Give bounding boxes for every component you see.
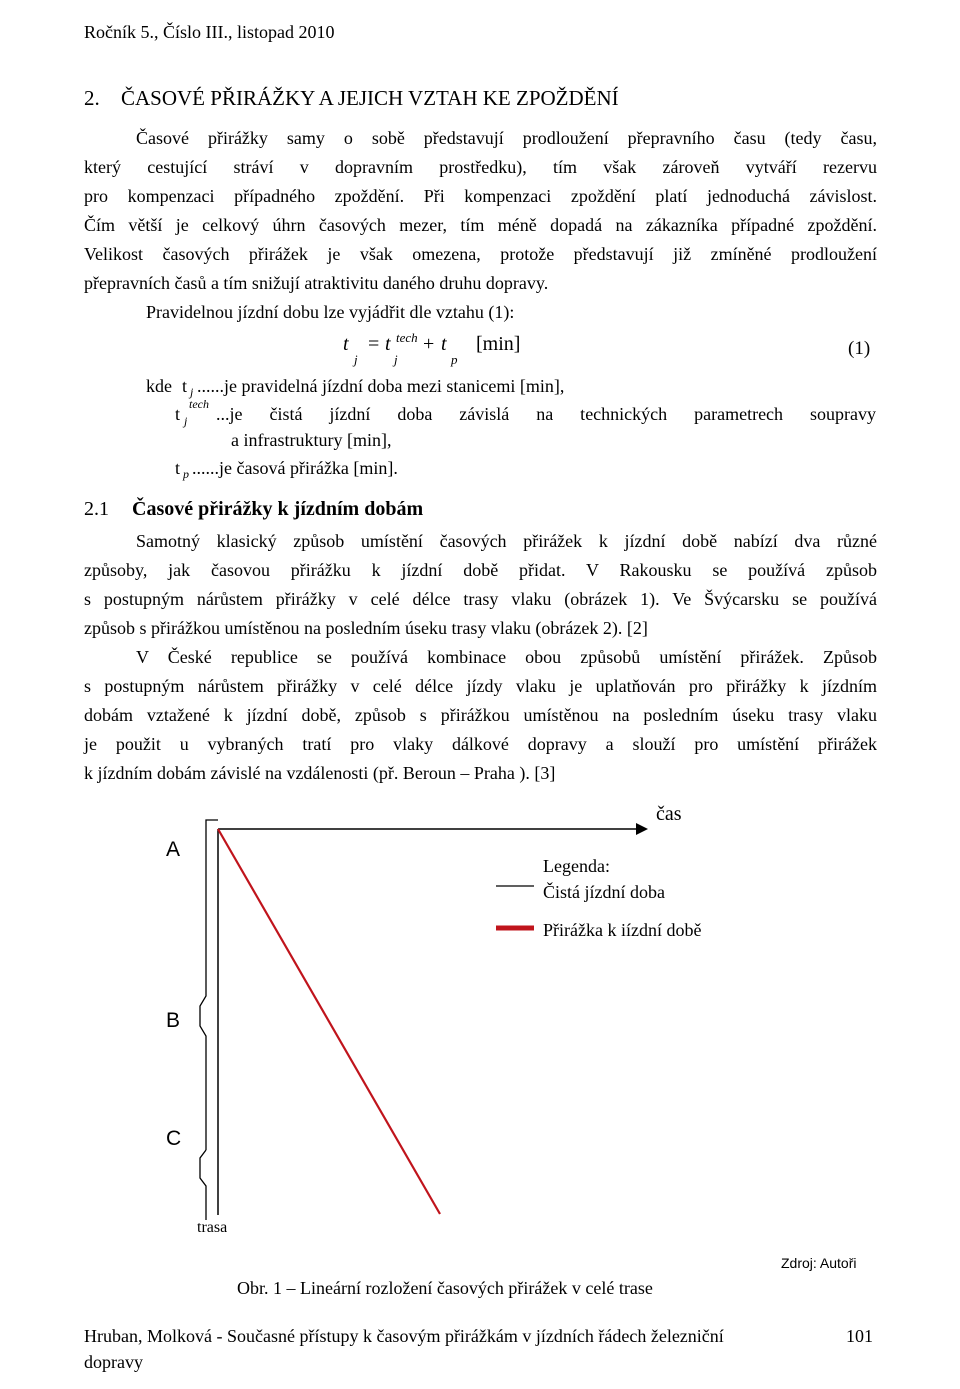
def-t-p: t [175, 458, 181, 478]
section-title: ČASOVÉ PŘIRÁŽKY A JEJICH VZTAH KE ZPOŽDĚNÍ [121, 86, 619, 110]
eq-t2: t [385, 333, 391, 355]
route-label: trasa [197, 1219, 228, 1236]
def-t: t [182, 376, 188, 396]
eq-t3: t [441, 333, 447, 355]
body-line: způsoby, jak časovou přirážku k jízdní době přidat. V Rakousku se používá způsob [84, 560, 877, 580]
eq-unit: [min] [476, 333, 521, 355]
body-line: dobám vztažené k jízdní době, způsob s přirážkou umístěnou na posledním úseku trasy vlaku [84, 705, 877, 725]
section-number: 2. [84, 86, 100, 110]
def-2b: a infrastruktury [min], [231, 430, 392, 450]
dwell-b [200, 848, 206, 1150]
body-line: způsob s přirážkou umístěnou na posledním úseku trasy vlaku (obrázek 2). [2] [84, 618, 648, 638]
def-1: ......je pravidelná jízdní doba mezi stanicemi [min], [197, 376, 565, 396]
intro-line: který cestující stráví v dopravním prostředku), tím však zároveň vytváří rezervu [84, 157, 877, 177]
intro-line: Časové přirážky samy o sobě představují prodloužení přepravního času (tedy času, [136, 128, 877, 148]
figure-caption: Obr. 1 – Lineární rozložení časových přirážek v celé trase [237, 1278, 653, 1298]
eq-sub-j: j [354, 352, 358, 367]
running-header: Ročník 5., Číslo III., listopad 2010 [84, 22, 335, 42]
body-line: je použit u vybraných tratí pro vlaky dálkové dopravy a slouží pro umístění přirážek [84, 734, 877, 754]
legend-supplement-label: Přirážka k iízdní době [543, 920, 702, 940]
intro-line: pro kompenzaci případného zpoždění. Při kompenzaci zpoždění platí jednoduchá závislost. [84, 186, 877, 206]
body-line: k jízdním dobám závislé na vzdálenosti (př. Beroun – Praha ). [3] [84, 763, 556, 783]
def-kde: kde [146, 376, 172, 396]
footer-title-cont: dopravy [84, 1352, 143, 1372]
eq-plus: + [423, 333, 435, 355]
dwell-c [200, 1150, 206, 1220]
station-b-label: B [166, 1009, 181, 1032]
body-paragraph [84, 527, 877, 788]
figure-source: Zdroj: Autoři [781, 1255, 857, 1271]
time-label: čas [656, 803, 682, 825]
eq-sup-tech: tech [396, 330, 418, 345]
intro-line: Čím větší je celkový úhrn časových mezer, tím méně dopadá na zákazníka případné zpoždění. [84, 215, 877, 235]
legend-title: Legenda: [543, 856, 610, 876]
def-t-tech: t [175, 404, 181, 424]
intro-line: přepravních časů a tím snižují atraktivitu daného druhu dopravy. [84, 273, 549, 293]
def-sub-j2: j [184, 414, 188, 428]
subsection-number: 2.1 [84, 498, 109, 520]
eq-sub-j2: j [394, 352, 398, 367]
dwell-a [206, 820, 218, 848]
legend-pure-label: Čistá jízdní doba [543, 882, 665, 902]
def-sup-tech: tech [189, 397, 209, 411]
section-heading [84, 86, 619, 111]
eq-number: (1) [848, 338, 871, 359]
def-3: ......je časová přirážka [min]. [192, 458, 398, 478]
intro-line: Velikost časových přirážek je však omezena, protože představují již zmíněné prodloužení [84, 244, 877, 264]
station-c-label: C [166, 1127, 182, 1150]
time-axis-arrow-icon [636, 823, 648, 835]
subsection-heading [84, 498, 423, 521]
station-a-label: A [166, 838, 181, 861]
subsection-title: Časové přirážky k jízdním dobám [132, 498, 424, 520]
body-line: s postupným nárůstem přirážky v celé délce trasy vlaku (obrázek 1). Ve Švýcarsku se používá [84, 589, 877, 609]
body-line: Samotný klasický způsob umístění časových přirážek k jízdní době nabízí dva různé [136, 531, 877, 551]
page-number: 101 [846, 1326, 873, 1346]
def-sub-j: j [190, 385, 194, 399]
intro-line: Pravidelnou jízdní dobu lze vyjádřit dle vztahu (1): [146, 302, 515, 322]
footer-title: Hruban, Molková - Současné přístupy k časovým přirážkám v jízdních řádech železniční [84, 1326, 724, 1346]
def-2a: ...je čistá jízdní doba závislá na technických parametrech soupravy [216, 404, 876, 424]
eq-sub-p: p [451, 352, 458, 367]
figure-diagram [0, 790, 960, 1250]
eq-t: t [343, 333, 349, 355]
supplement-line [218, 829, 440, 1214]
def-sub-p: p [183, 467, 189, 481]
body-line: s postupným nárůstem přirážky v celé délce jízdy vlaku je uplatňován pro přirážky k jízdním [84, 676, 877, 696]
body-line: V České republice se používá kombinace obou způsobů umístění přirážek. Způsob [136, 647, 877, 667]
eq-equals: = [368, 333, 380, 355]
intro-paragraph [84, 124, 877, 327]
